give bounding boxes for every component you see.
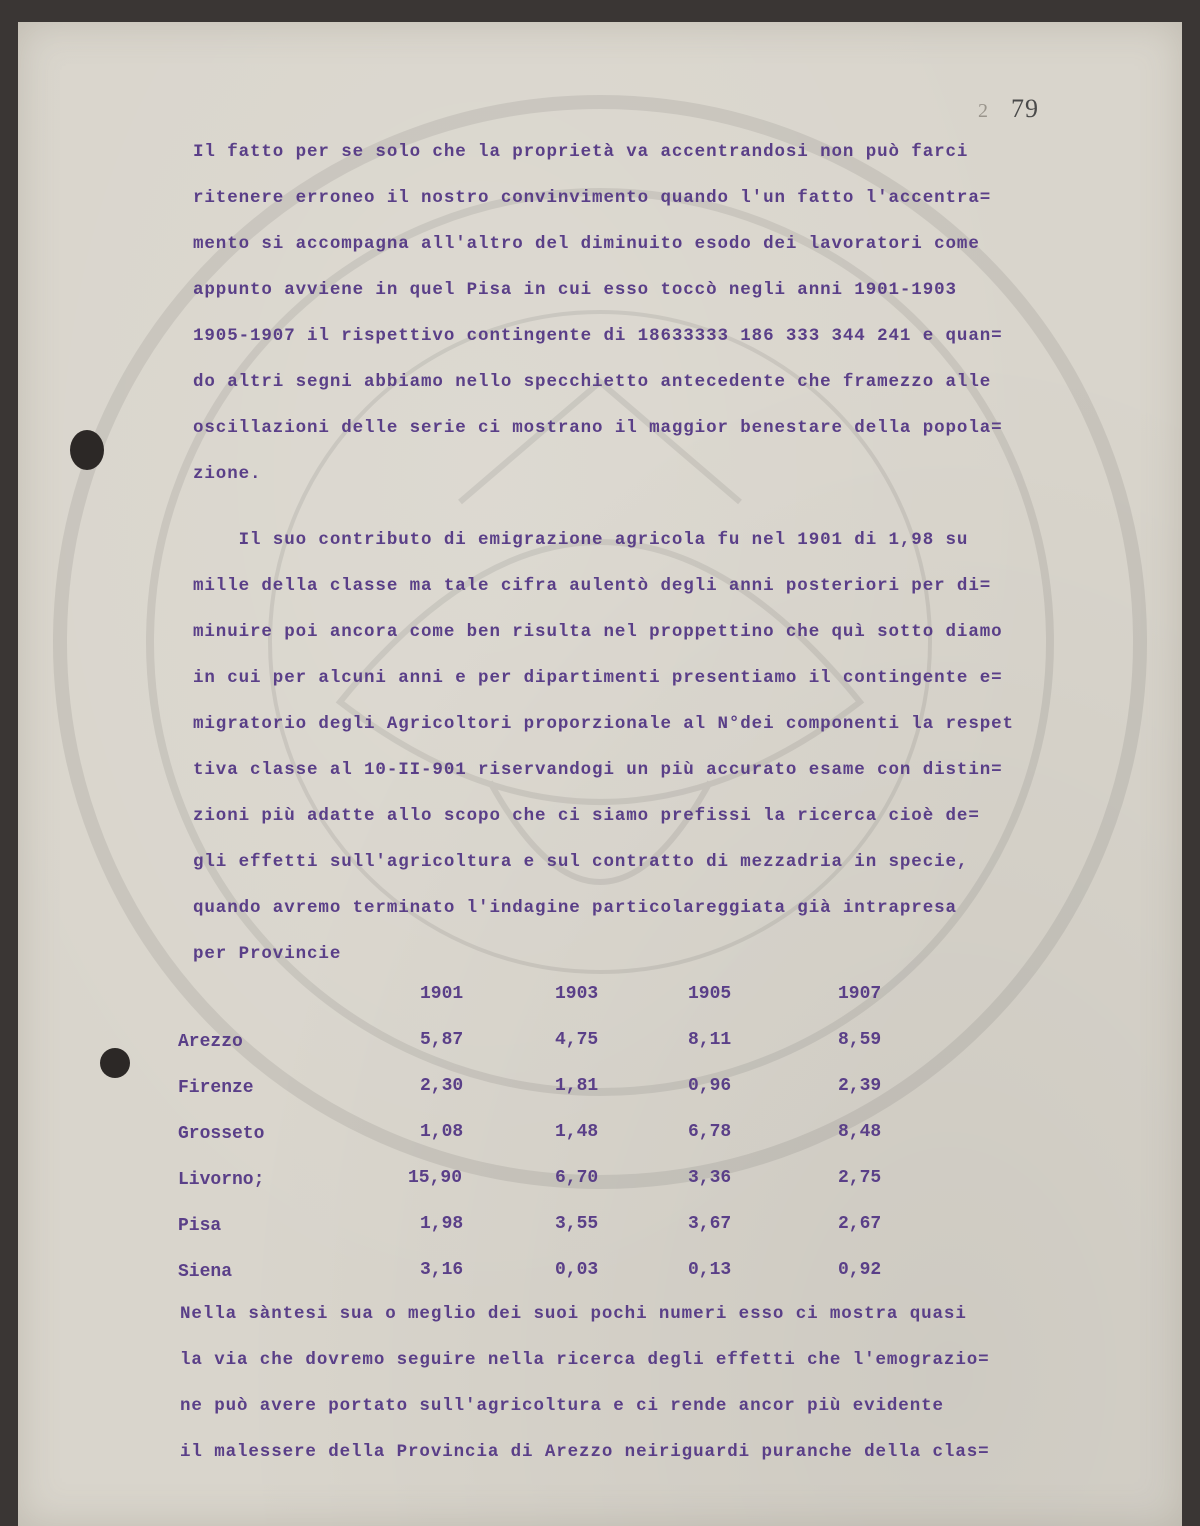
text-line: appunto avviene in quel Pisa in cui esso toccò negli anni 1901-1903 [193,280,957,300]
table-row-label: Grosseto [178,1124,265,1144]
table-cell: 5,87 [420,1030,464,1050]
table-row-label: Siena [178,1262,233,1282]
folio-value: 79 [1011,94,1039,123]
table-cell: 0,96 [688,1076,732,1096]
text-line: ne può avere portato sull'agricoltura e ci rende ancor più evidente [180,1396,944,1416]
table-cell: 0,92 [838,1260,882,1280]
table-cell: 8,11 [688,1030,732,1050]
table-cell: 4,75 [555,1030,599,1050]
punch-hole-lower [100,1048,130,1078]
table-cell: 6,70 [555,1168,599,1188]
text-line: ritenere erroneo il nostro convinvimento quando l'un fatto l'accentra= [193,188,992,208]
table-cell: 2,30 [420,1076,464,1096]
text-line: mille della classe ma tale cifra aulentò degli anni posteriori per di= [193,576,992,596]
table-row-label: Arezzo [178,1032,243,1052]
text-line: gli effetti sull'agricoltura e sul contratto di mezzadria in specie, [193,852,969,872]
text-line: zioni più adatte allo scopo che ci siamo prefissi la ricerca cioè de= [193,806,980,826]
table-row-label: Livorno; [178,1170,265,1190]
text-line: in cui per alcuni anni e per dipartimenti presentiamo il contingente e= [193,668,1003,688]
table-cell: 0,03 [555,1260,599,1280]
punch-hole-upper [70,430,104,470]
table-cell: 0,13 [688,1260,732,1280]
text-line: per Provincie [193,944,342,964]
text-line: quando avremo terminato l'indagine particolareggiata già intrapresa [193,898,957,918]
table-cell: 1,48 [555,1122,599,1142]
text-line: mento si accompagna all'altro del diminuito esodo dei lavoratori come [193,234,980,254]
table-header-1907: 1907 [838,984,882,1004]
table-cell: 2,75 [838,1168,882,1188]
text-line: do altri segni abbiamo nello specchietto antecedente che framezzo alle [193,372,992,392]
table-cell: 8,48 [838,1122,882,1142]
table-cell: 3,67 [688,1214,732,1234]
table-cell: 15,90 [408,1168,463,1188]
text-line: Il suo contributo di emigrazione agricola fu nel 1901 di 1,98 su [193,530,969,550]
table-cell: 3,36 [688,1168,732,1188]
text-line: migratorio degli Agricoltori proporzionale al N°dei componenti la respet [193,714,1014,734]
table-cell: 2,67 [838,1214,882,1234]
document-page [18,22,1182,1526]
text-line: la via che dovremo seguire nella ricerca degli effetti che l'emograzio= [180,1350,990,1370]
text-line: 1905-1907 il rispettivo contingente di 18633333 186 333 344 241 e quan= [193,326,1003,346]
table-row-label: Firenze [178,1078,254,1098]
text-line: oscillazioni delle serie ci mostrano il maggior benestare della popola= [193,418,1003,438]
folio-number [978,94,1039,124]
table-header-1901: 1901 [420,984,464,1004]
table-header-1903: 1903 [555,984,599,1004]
table-cell: 1,98 [420,1214,464,1234]
text-line: zione. [193,464,262,484]
table-cell: 1,08 [420,1122,464,1142]
table-row-label: Pisa [178,1216,222,1236]
table-cell: 2,39 [838,1076,882,1096]
text-line: minuire poi ancora come ben risulta nel proppettino che quì sotto diamo [193,622,1003,642]
folio-faint-mark: 2 [978,100,989,122]
text-line: tiva classe al 10-II-901 riservandogi un più accurato esame con distin= [193,760,1003,780]
table-cell: 8,59 [838,1030,882,1050]
table-header-1905: 1905 [688,984,732,1004]
table-cell: 6,78 [688,1122,732,1142]
text-line: Nella sàntesi sua o meglio dei suoi pochi numeri esso ci mostra quasi [180,1304,967,1324]
text-line: Il fatto per se solo che la proprietà va accentrandosi non può farci [193,142,969,162]
text-line: il malessere della Provincia di Arezzo neiriguardi puranche della clas= [180,1442,990,1462]
table-cell: 1,81 [555,1076,599,1096]
table-cell: 3,55 [555,1214,599,1234]
table-cell: 3,16 [420,1260,464,1280]
